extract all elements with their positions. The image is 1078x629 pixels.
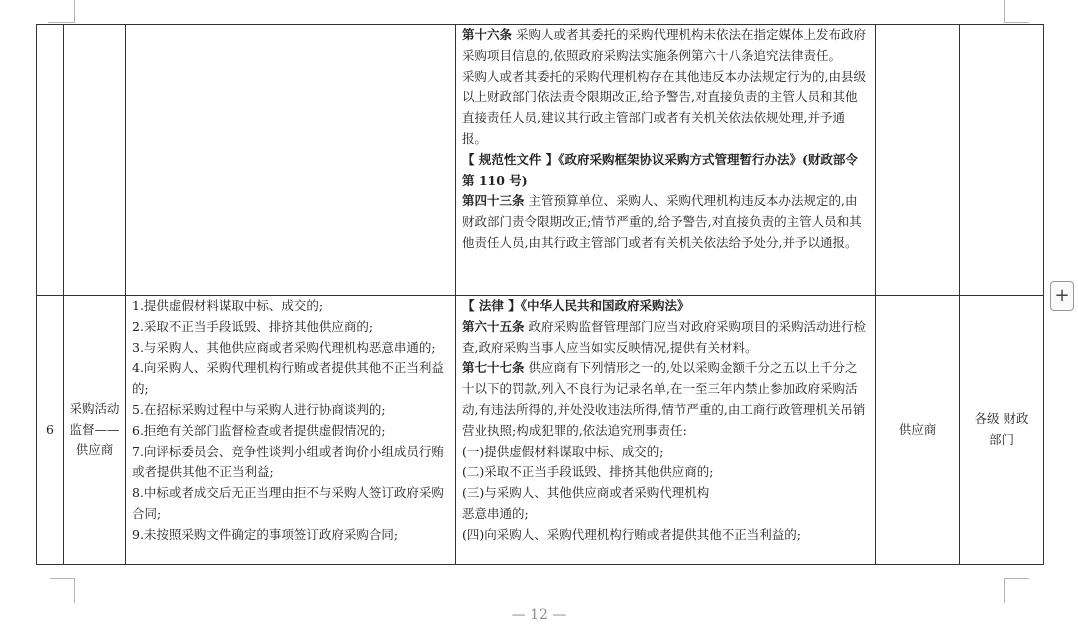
- behavior-list: [132, 296, 449, 546]
- article-heading: 第六十五条: [462, 318, 525, 334]
- cell-number: [37, 25, 64, 296]
- cell-legal-basis: [456, 296, 876, 565]
- legal-paragraph: [462, 25, 869, 67]
- legal-paragraph: [462, 442, 869, 463]
- legal-basis-list: [462, 296, 869, 546]
- article-heading: 第四十三条: [462, 193, 525, 209]
- cell-behaviors: [126, 296, 456, 565]
- article-text: 供应商有下列情形之一的,处以采购金额千分之五以上千分之十以下的罚款,列入不良行为记录名单,在一至三年内禁止参加政府采购活动,有违法所得的,并处没收违法所得,情节严重的,由工商行政管理机关吊销营业执照;构成犯罪的,依法追究刑事责任:: [462, 360, 866, 438]
- article-heading: 第十六条: [462, 27, 513, 42]
- legal-paragraph: [462, 67, 869, 150]
- page-number: — 12 —: [511, 607, 567, 623]
- article-text: 采购人或者其委托的采购代理机构未依法在指定媒体上发布政府采购项目信息的,依照政府采购法实施条例第六十八条追究法律责任。: [462, 27, 866, 63]
- cell-item-name: [64, 25, 126, 296]
- crop-mark-bottom-left: [50, 578, 75, 603]
- legal-paragraph: [462, 191, 869, 253]
- cell-subject: [876, 25, 960, 296]
- item-name: 采购活动监督——供应商: [64, 296, 126, 565]
- article-text: (二)采取不正当手段诋毁、排挤其他供应商的;: [462, 464, 714, 480]
- cell-behaviors: [126, 25, 456, 296]
- article-text: 采购人或者其委托的采购代理机构存在其他违反本办法规定行为的,由县级以上财政部门依法责令限期改正,给予警告,对直接负责的主管人员和其他直接责任人员,建议其行政主管部门或者有关机关依法依规处理,并予通报。: [462, 68, 866, 146]
- behavior-item: 9.未按照采购文件确定的事项签订政府采购合同;: [132, 526, 399, 542]
- behavior-item: 2.采取不正当手段诋毁、排挤其他供应商的;: [132, 318, 374, 334]
- crop-mark-bottom-right: [1004, 578, 1029, 603]
- subject: 供应商: [876, 296, 960, 565]
- department: 各级 财政部门: [960, 296, 1044, 565]
- article-heading: 【 法律 】《中华人民共和国政府采购法》: [462, 298, 690, 313]
- legal-basis-list: [462, 25, 869, 254]
- legal-paragraph: [462, 504, 869, 525]
- article-text: (一)提供虚假材料谋取中标、成交的;: [462, 443, 664, 459]
- regulation-table: [36, 24, 1044, 565]
- article-text: (三)与采购人、其他供应商或者采购代理机构: [462, 485, 710, 501]
- article-heading: 第七十七条: [462, 360, 525, 376]
- crop-mark-top-left: [48, 0, 75, 23]
- behavior-item: 4.向采购人、采购代理机构行贿或者提供其他不正当利益的;: [132, 360, 444, 397]
- behavior-item: 1.提供虚假材料谋取中标、成交的;: [132, 298, 324, 313]
- row-number: 6: [37, 296, 64, 565]
- behavior-item: 3.与采购人、其他供应商或者采购代理机构恶意串通的;: [132, 339, 436, 355]
- legal-paragraph: [462, 525, 869, 546]
- legal-paragraph: [462, 317, 869, 359]
- behavior-item: 5.在招标采购过程中与采购人进行协商谈判的;: [132, 401, 386, 417]
- crop-mark-top-right: [1004, 0, 1029, 23]
- cell-legal-basis: [456, 25, 876, 296]
- legal-paragraph: [462, 150, 869, 192]
- table-row-continued: [37, 25, 1044, 296]
- article-text: 恶意串通的;: [462, 505, 529, 521]
- legal-paragraph: [462, 483, 869, 504]
- legal-paragraph: [462, 358, 869, 441]
- legal-paragraph: [462, 296, 869, 317]
- article-heading: 【 规范性文件 】《政府采购框架协议采购方式管理暂行办法》(财政部令第 110 号): [462, 151, 858, 188]
- add-row-button[interactable]: +: [1050, 281, 1074, 311]
- article-text: (四)向采购人、采购代理机构行贿或者提供其他不正当利益的;: [462, 526, 801, 542]
- article-text: 主管预算单位、采购人、采购代理机构违反本办法规定的,由财政部门责令限期改正;情节严重的,给予警告,对直接负责的主管人员和其他责任人员,由其行政主管部门或者有关机关依法给予处分,并予以通报。: [462, 193, 862, 250]
- behavior-item: 6.拒绝有关部门监督检查或者提供虚假情况的;: [132, 422, 386, 438]
- cell-department: [960, 25, 1044, 296]
- behavior-item: 7.向评标委员会、竞争性谈判小组或者询价小组成员行贿或者提供其他不正当利益;: [132, 443, 444, 480]
- behavior-item: 8.中标或者成交后无正当理由拒不与采购人签订政府采购合同;: [132, 485, 444, 521]
- table-row-6: [37, 296, 1044, 565]
- legal-paragraph: [462, 462, 869, 483]
- article-text: 政府采购监督管理部门应当对政府采购项目的采购活动进行检查,政府采购当事人应当如实反映情况,提供有关材料。: [462, 318, 866, 355]
